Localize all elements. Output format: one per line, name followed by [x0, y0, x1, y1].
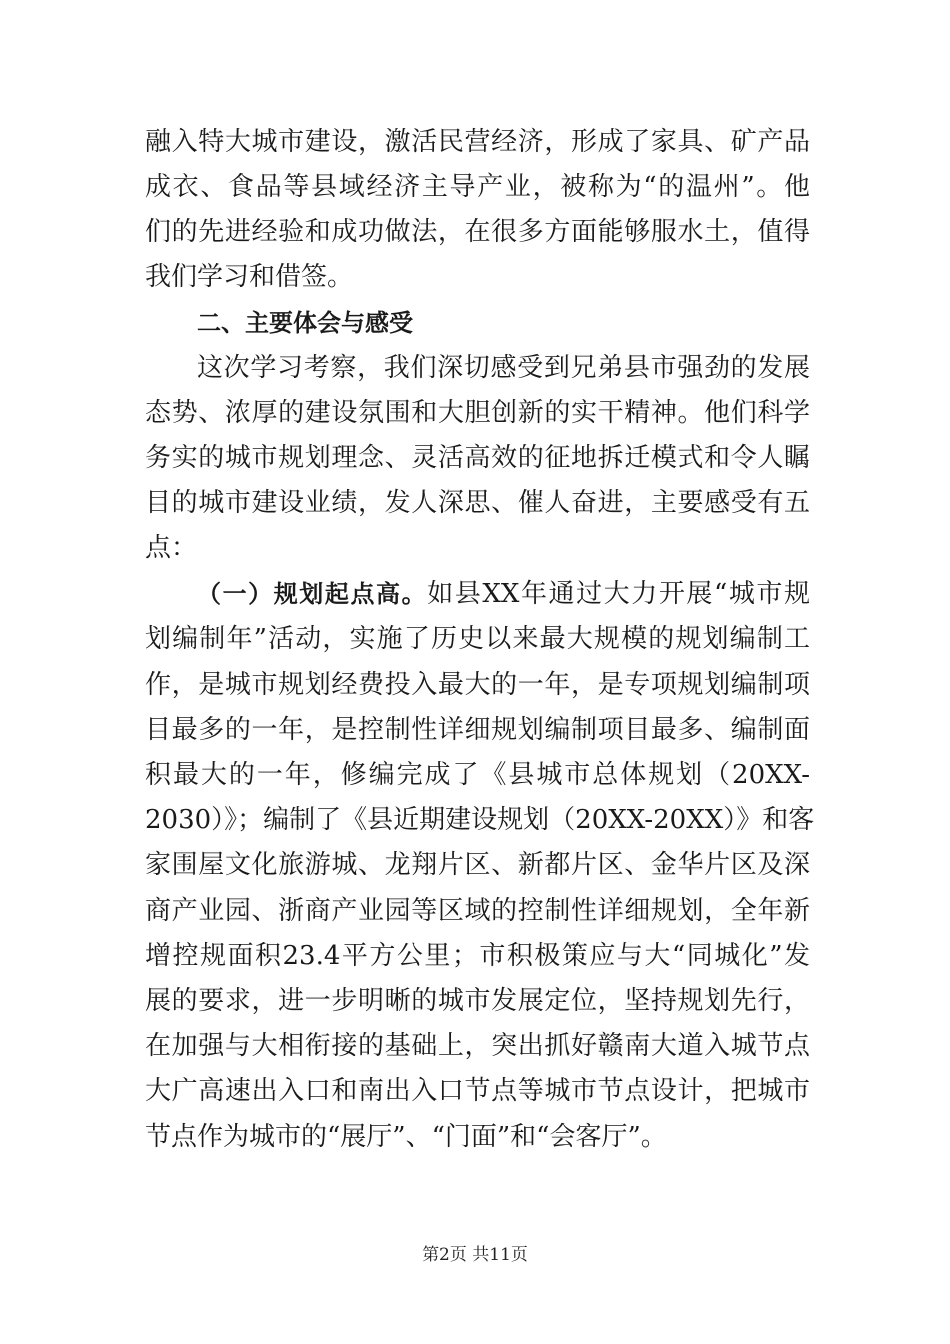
- paragraph-3-line-11: 在加强与大相衔接的基础上，突出抓好赣南大道入城节点: [145, 1031, 810, 1061]
- paragraph-3-line-9: 增控规面积23.4平方公里；市积极策应与大“同城化”发: [145, 941, 810, 971]
- subsection-lead: （一）规划起点高。: [197, 580, 428, 608]
- paragraph-1-line-2: 成衣、食品等县域经济主导产业，被称为“的温州”。他: [145, 172, 810, 202]
- paragraph-2-line-1: 这次学习考察，我们深切感受到兄弟县市强劲的发展: [197, 353, 810, 383]
- paragraph-2-line-5: 点：: [145, 533, 198, 563]
- section-heading: 二、主要体会与感受: [197, 309, 413, 337]
- paragraph-3-line-12: 大广高速出入口和南出入口节点等城市节点设计，把城市: [145, 1076, 810, 1106]
- paragraph-2-line-2: 态势、浓厚的建设氛围和大胆创新的实干精神。他们科学: [145, 398, 810, 428]
- paragraph-2-line-4: 目的城市建设业绩，发人深思、催人奋进，主要感受有五: [145, 488, 810, 518]
- paragraph-3-line-13: 节点作为城市的“展厅”、“门面”和“会客厅”。: [145, 1122, 667, 1152]
- paragraph-3-line-3: 作，是城市规划经费投入最大的一年，是专项规划编制项: [145, 670, 810, 700]
- paragraph-3-line-6: 2030）》；编制了《县近期建设规划（20XX-20XX）》和客: [145, 805, 815, 835]
- paragraph-1-line-4: 我们学习和借签。: [145, 262, 354, 292]
- paragraph-3-line-5: 积最大的一年，修编完成了《县城市总体规划（20XX-: [145, 760, 810, 790]
- paragraph-3-line-4: 目最多的一年，是控制性详细规划编制项目最多、编制面: [145, 715, 810, 745]
- paragraph-3-line-7: 家围屋文化旅游城、龙翔片区、新都片区、金华片区及深: [145, 850, 810, 880]
- paragraph-3-line-8: 商产业园、浙商产业园等区域的控制性详细规划，全年新: [145, 896, 810, 926]
- paragraph-1-line-3: 们的先进经验和成功做法，在很多方面能够服水土，值得: [145, 217, 810, 247]
- paragraph-3-line-1-rest: 如县XX年通过大力开展“城市规: [427, 579, 811, 609]
- paragraph-3-line-10: 展的要求，进一步明晰的城市发展定位，坚持规划先行，: [145, 986, 810, 1016]
- paragraph-3-line-2: 划编制年”活动，实施了历史以来最大规模的规划编制工: [145, 624, 810, 654]
- page-footer: 第2页 共11页: [422, 1245, 528, 1265]
- paragraph-3-line-1: [197, 579, 810, 609]
- paragraph-2-line-3: 务实的城市规划理念、灵活高效的征地拆迁模式和令人瞩: [145, 443, 810, 473]
- paragraph-1-line-1: 融入特大城市建设，激活民营经济，形成了家具、矿产品: [145, 127, 810, 157]
